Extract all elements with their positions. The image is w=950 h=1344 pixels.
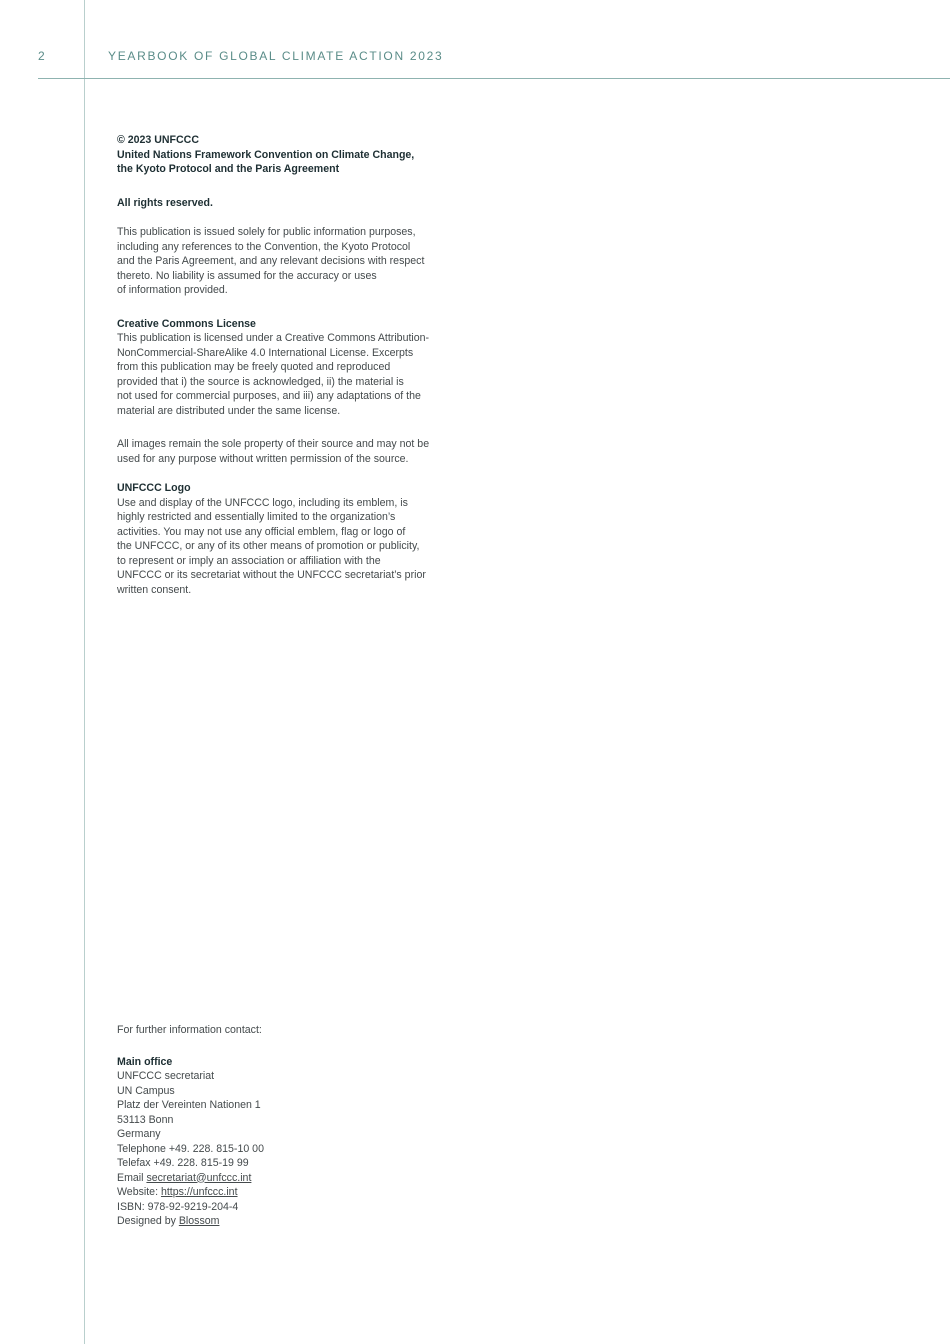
- running-title: YEARBOOK OF GLOBAL CLIMATE ACTION 2023: [108, 49, 444, 63]
- logo-paragraph: Use and display of the UNFCCC logo, including its emblem, is highly restricted and essentially limited to the organization’s activities. You may not use any official emblem, flag or logo of the UNFCCC, or any of its other means of promotion or publicity, to represent or imply an association or affiliation with the UNFCCC or its secretariat without the UNFCCC secretariat’s prior written consent.: [117, 496, 426, 596]
- main-office-heading: Main office: [117, 1055, 173, 1068]
- left-margin-rule: [84, 0, 85, 1344]
- contact-org: UNFCCC secretariat: [117, 1070, 215, 1082]
- page-number: 2: [38, 49, 46, 63]
- contact-telefax: Telefax +49. 228. 815-19 99: [117, 1157, 249, 1169]
- website-label: Website:: [117, 1186, 161, 1198]
- contact-campus: UN Campus: [117, 1084, 175, 1097]
- website-link[interactable]: https://unfccc.int: [160, 1186, 238, 1198]
- copyright-org-line-2: the Kyoto Protocol and the Paris Agreement: [117, 163, 340, 175]
- designed-by-label: Designed by: [117, 1215, 179, 1227]
- logo-heading: UNFCCC Logo: [117, 482, 191, 494]
- legal-notice: [117, 133, 467, 597]
- contact-intro: For further information contact:: [117, 1024, 262, 1036]
- email-link[interactable]: secretariat@unfccc.int: [146, 1171, 252, 1184]
- designer-link[interactable]: Blossom: [178, 1215, 220, 1227]
- contact-designer-line: [117, 1214, 467, 1229]
- rights-reserved: All rights reserved.: [117, 196, 213, 209]
- contact-email-line: [117, 1171, 467, 1186]
- copyright-org-line: United Nations Framework Convention on Climate Change,: [117, 148, 415, 161]
- email-label: Email: [117, 1171, 147, 1184]
- images-note-paragraph: All images remain the sole property of their source and may not be used for any purpose without written permission of the source.: [117, 438, 430, 465]
- disclaimer-paragraph: This publication is issued solely for public information purposes, including any references to the Convention, the Kyoto Protocol and the Paris Agreement, and any relevant decisions with respect thereto. No liability is assumed for the accuracy or uses of information provided.: [117, 226, 425, 296]
- contact-city: 53113 Bonn: [117, 1113, 174, 1126]
- contact-street: Platz der Vereinten Nationen 1: [117, 1099, 261, 1111]
- cc-license-paragraph: This publication is licensed under a Creative Commons Attribution- NonCommercial-ShareAlike 4.0 International License. Excerpts from this publication may be freely quoted and reproduced provided that i) the source is acknowledged, ii) the material is not used for commercial purposes, and iii) any adaptations of the material are distributed under the same license.: [117, 332, 430, 417]
- contact-telephone: Telephone +49. 228. 815-10 00: [117, 1142, 264, 1155]
- contact-isbn: ISBN: 978-92-9219-204-4: [117, 1200, 239, 1213]
- contact-block: [117, 1023, 467, 1229]
- contact-country: Germany: [117, 1128, 161, 1140]
- contact-website-line: [117, 1185, 467, 1200]
- cc-license-heading: Creative Commons License: [117, 317, 256, 330]
- copyright-block: [117, 133, 467, 177]
- header-rule: [38, 78, 950, 79]
- copyright-line: © 2023 UNFCCC: [117, 134, 199, 146]
